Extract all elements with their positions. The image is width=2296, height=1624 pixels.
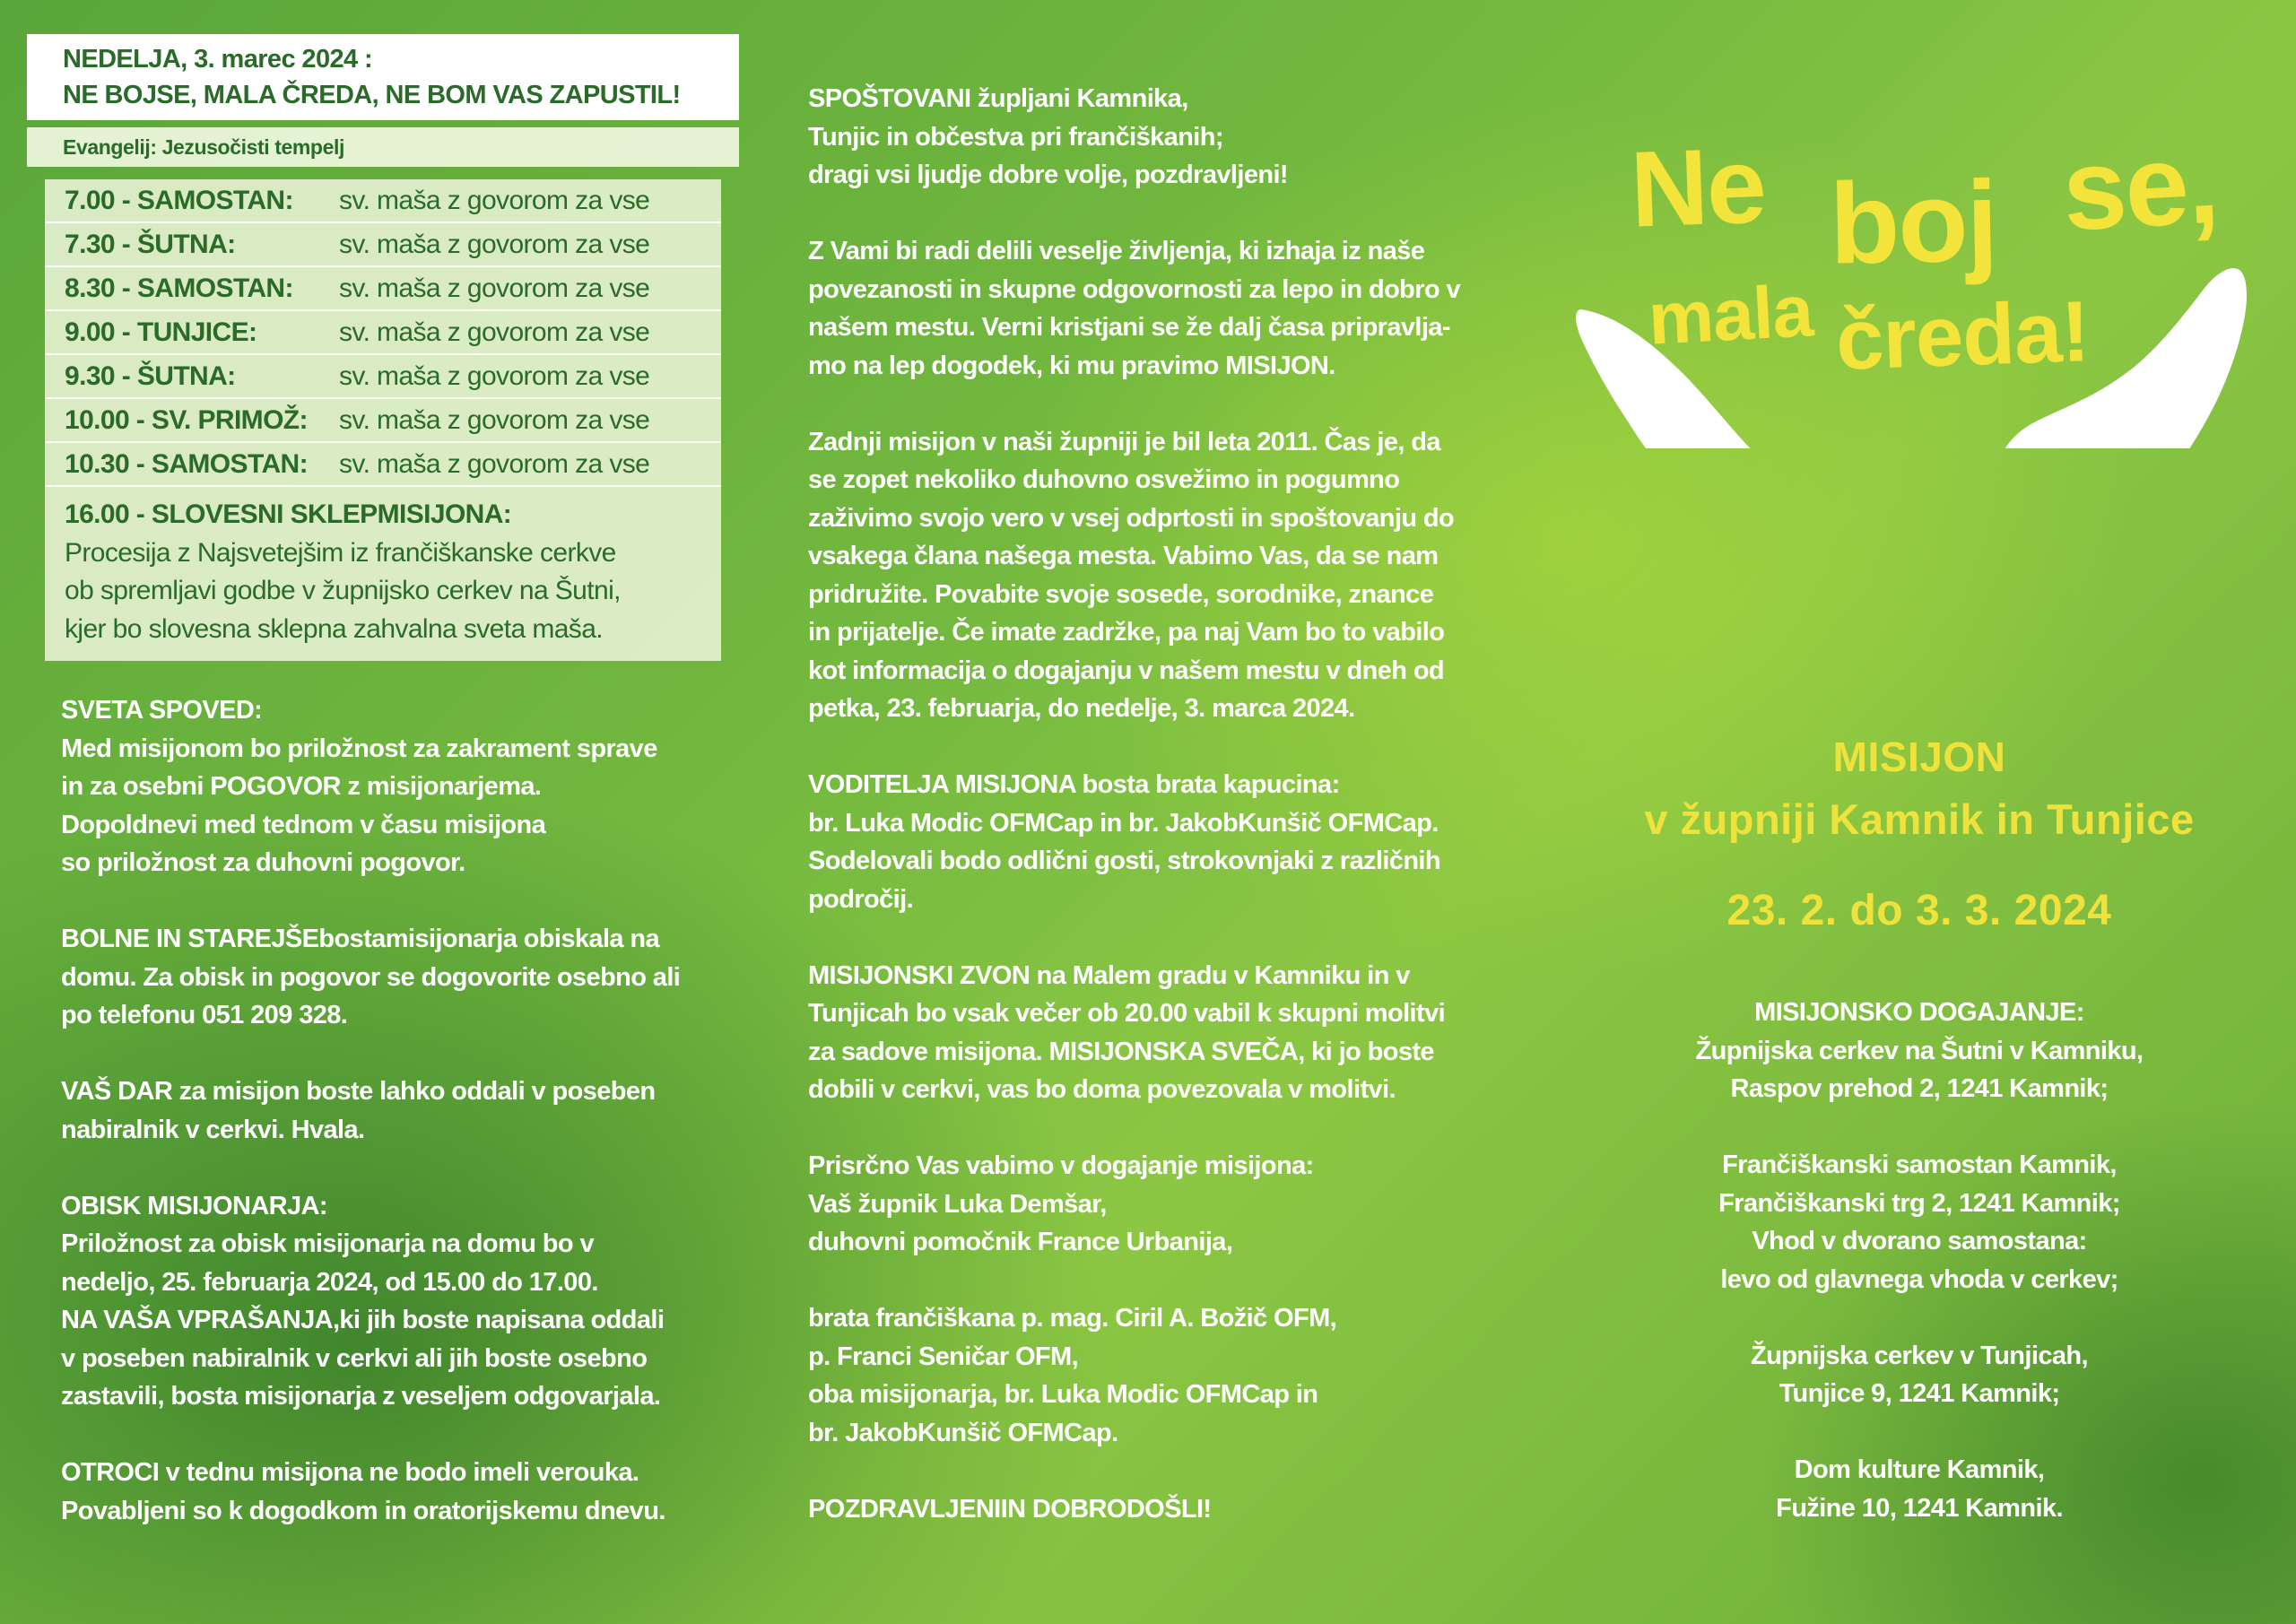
- schedule-desc: sv. maša z govorom za vse: [339, 360, 650, 391]
- text-line: duhovni pomočnik France Urbanija,: [808, 1228, 1233, 1256]
- event-line: Župnijska cerkev na Šutni v Kamniku,: [1695, 1036, 2144, 1065]
- text-line: Priložnost za obisk misijonarja na domu bo v: [61, 1229, 594, 1258]
- text-line: Zadnji misijon v naši župniji je bil leta 2011. Čas je, da: [808, 427, 1440, 456]
- text-line: domu. Za obisk in pogovor se dogovorite osebno ali: [61, 962, 681, 992]
- text-line: brata frančiškana p. mag. Ciril A. Božič OFM,: [808, 1304, 1337, 1333]
- text-line: mo na lep dogodek, ki mu pravimo MISIJON.: [808, 351, 1335, 380]
- paragraph-gap: [1632, 1413, 2206, 1452]
- text-line: br. Luka Modic OFMCap in br. JakobKunšič OFMCap.: [808, 808, 1439, 838]
- text-line: br. JakobKunšič OFMCap.: [808, 1418, 1118, 1447]
- text-line: Med misijonom bo priložnost za zakrament sprave: [61, 734, 657, 763]
- paragraph-gap: [808, 728, 1460, 767]
- text-line: zastavili, bosta misijonarja z veseljem odgovarjala.: [61, 1382, 661, 1411]
- event-line: Vhod v dvorano samostana:: [1752, 1227, 2087, 1255]
- event-line: Župnijska cerkev v Tunjicah,: [1751, 1341, 2088, 1370]
- text-line: petka, 23. februarja, do nedelje, 3. marca 2024.: [808, 694, 1355, 723]
- schedule-desc: sv. maša z govorom za vse: [339, 448, 650, 479]
- text-line: MISIJONSKI ZVON na Malem gradu v Kamniku in v: [808, 960, 1410, 990]
- event-line: Tunjice 9, 1241 Kamnik;: [1779, 1379, 2060, 1408]
- text-line: SVETA SPOVED:: [61, 696, 263, 725]
- closing-line: kjer bo slovesna sklepna zahvalna sveta maša.: [65, 613, 604, 644]
- text-line: Vaš župnik Luka Demšar,: [808, 1189, 1107, 1219]
- text-line: našem mestu. Verni kristjani se že dalj časa pripravlja-: [808, 313, 1450, 342]
- text-line: Sodelovali bodo odlični gosti, strokovnjaki z različnih: [808, 847, 1440, 875]
- schedule-desc: sv. maša z govorom za vse: [339, 317, 650, 347]
- logo-word: Ne: [1628, 125, 1767, 250]
- gospel-label: Evangelij: Jezusočisti tempelj: [27, 127, 739, 167]
- mission-title: MISIJON: [1832, 734, 2006, 780]
- paragraph-gap: [61, 1416, 680, 1455]
- event-line: Frančiškanski trg 2, 1241 Kamnik;: [1718, 1188, 2120, 1218]
- text-line: POZDRAVLJENIIN DOBRODOŠLI!: [808, 1494, 1212, 1524]
- schedule-time: 10.00 - SV. PRIMOŽ:: [65, 404, 308, 435]
- text-line: nabiralnik v cerkvi. Hvala.: [61, 1115, 365, 1144]
- text-line: VAŠ DAR za misijon boste lahko oddali v poseben: [61, 1077, 656, 1106]
- text-line: NA VAŠA VPRAŠANJA,ki jih boste napisana oddali: [61, 1306, 665, 1334]
- paragraph-gap: [808, 1452, 1460, 1490]
- event-locations: [1632, 994, 2206, 1527]
- text-line: oba misijonarja, br. Luka Modic OFMCap in: [808, 1380, 1318, 1409]
- event-line: MISIJONSKO DOGAJANJE:: [1754, 998, 2084, 1027]
- paragraph-gap: [61, 1149, 680, 1187]
- text-line: so priložnost za duhovni pogovor.: [61, 848, 465, 877]
- paragraph-gap: [1632, 1298, 2206, 1337]
- text-line: BOLNE IN STAREJŠEbostamisijonarja obiskala na: [61, 925, 660, 953]
- closing-line: Procesija z Najsvetejšim iz frančiškanske cerkve: [65, 537, 616, 568]
- text-line: dobili v cerkvi, vas bo doma povezovala v molitvi.: [808, 1075, 1396, 1104]
- event-line: Fužine 10, 1241 Kamnik.: [1776, 1493, 2063, 1523]
- schedule-time: 9.30 - ŠUTNA:: [65, 360, 236, 391]
- left-column-text: [61, 691, 680, 1530]
- closing-title: 16.00 - SLOVESNI SKLEPMISIJONA:: [65, 499, 512, 529]
- logo-word: boj: [1828, 157, 1998, 289]
- theme-heading: NE BOJSE, MALA ČREDA, NE BOM VAS ZAPUSTIL!: [63, 81, 681, 109]
- text-line: po telefonu 051 209 328.: [61, 1001, 348, 1029]
- paragraph-gap: [808, 1109, 1460, 1148]
- paragraph-gap: [808, 918, 1460, 957]
- text-line: Povabljeni so k dogodkom in oratorijskemu dnevu.: [61, 1496, 665, 1525]
- schedule-time: 8.30 - SAMOSTAN:: [65, 273, 293, 303]
- closing-line: ob spremljavi godbe v župnijsko cerkev na Šutni,: [65, 576, 621, 605]
- schedule-time: 7.00 - SAMOSTAN:: [65, 185, 293, 215]
- schedule-desc: sv. maša z govorom za vse: [339, 273, 650, 303]
- text-line: Dopoldnevi med tednom v času misijona: [61, 810, 546, 839]
- event-line: Frančiškanski samostan Kamnik,: [1722, 1151, 2117, 1179]
- text-line: nedeljo, 25. februarja 2024, od 15.00 do 17.00.: [61, 1267, 598, 1297]
- text-line: Tunjic in občestva pri frančiškanih;: [808, 122, 1223, 152]
- text-line: Z Vami bi radi delili veselje življenja, ki izhaja iz naše: [808, 237, 1425, 265]
- logo-word: mala: [1646, 270, 1815, 360]
- hands-icon: [1576, 268, 2247, 448]
- text-line: in za osebni POGOVOR z misijonarjema.: [61, 772, 542, 801]
- closing-procession: [45, 487, 721, 661]
- schedule-desc: sv. maša z govorom za vse: [339, 185, 650, 215]
- event-line: Raspov prehod 2, 1241 Kamnik;: [1730, 1074, 2109, 1103]
- logo-graphic: [0, 0, 2296, 448]
- text-line: VODITELJA MISIJONA bosta brata kapucina:: [808, 770, 1340, 799]
- logo-word: čreda!: [1834, 283, 2091, 388]
- schedule-time: 7.30 - ŠUTNA:: [65, 229, 236, 259]
- mission-dates: 23. 2. do 3. 3. 2024: [1726, 887, 2112, 934]
- text-line: dragi vsi ljudje dobre volje, pozdravljeni!: [808, 161, 1288, 189]
- paragraph-gap: [61, 1035, 680, 1073]
- schedule-row: [45, 443, 721, 487]
- schedule-desc: sv. maša z govorom za vse: [339, 229, 650, 259]
- logo-word: se,: [2059, 118, 2221, 256]
- mission-subtitle: v župniji Kamnik in Tunjice: [1644, 795, 2195, 843]
- text-line: p. Franci Seničar OFM,: [808, 1342, 1079, 1371]
- text-line: SPOŠTOVANI župljani Kamnika,: [808, 84, 1188, 113]
- text-line: področij.: [808, 884, 914, 914]
- paragraph-gap: [808, 1262, 1460, 1300]
- text-line: zaživimo svojo vero v vsej odprtosti in spoštovanju do: [808, 503, 1455, 533]
- paragraph-gap: [61, 882, 680, 921]
- event-line: Dom kulture Kamnik,: [1794, 1455, 2045, 1484]
- schedule-desc: sv. maša z govorom za vse: [339, 404, 650, 435]
- text-line: povezanosti in skupne odgovornosti za lepo in dobro v: [808, 274, 1461, 304]
- text-line: Prisrčno Vas vabimo v dogajanje misijona:: [808, 1151, 1314, 1180]
- text-line: pridružite. Povabite svoje sosede, sorodnike, znance: [808, 579, 1434, 609]
- text-line: kot informacija o dogajanju v našem mestu v dneh od: [808, 656, 1445, 685]
- text-line: v poseben nabiralnik v cerkvi ali jih boste osebno: [61, 1343, 648, 1373]
- text-line: se zopet nekoliko duhovno osvežimo in pogumno: [808, 465, 1400, 494]
- text-line: Tunjicah bo vsak večer ob 20.00 vabil k skupni molitvi: [808, 999, 1446, 1028]
- text-line: vsakega člana našega mesta. Vabimo Vas, da se nam: [808, 542, 1439, 570]
- event-line: levo od glavnega vhoda v cerkev;: [1720, 1264, 2118, 1294]
- text-line: OTROCI v tednu misijona ne bodo imeli verouka.: [61, 1458, 639, 1487]
- date-heading: NEDELJA, 3. marec 2024 :: [63, 45, 373, 74]
- text-line: za sadove misijona. MISIJONSKA SVEČA, ki jo boste: [808, 1037, 1434, 1066]
- text-line: in prijatelje. Če imate zadržke, pa naj Vam bo to vabilo: [808, 618, 1445, 647]
- schedule-time: 9.00 - TUNJICE:: [65, 317, 257, 347]
- paragraph-gap: [1632, 1108, 2206, 1147]
- text-line: OBISK MISIJONARJA:: [61, 1191, 327, 1220]
- schedule-time: 10.30 - SAMOSTAN:: [65, 448, 308, 479]
